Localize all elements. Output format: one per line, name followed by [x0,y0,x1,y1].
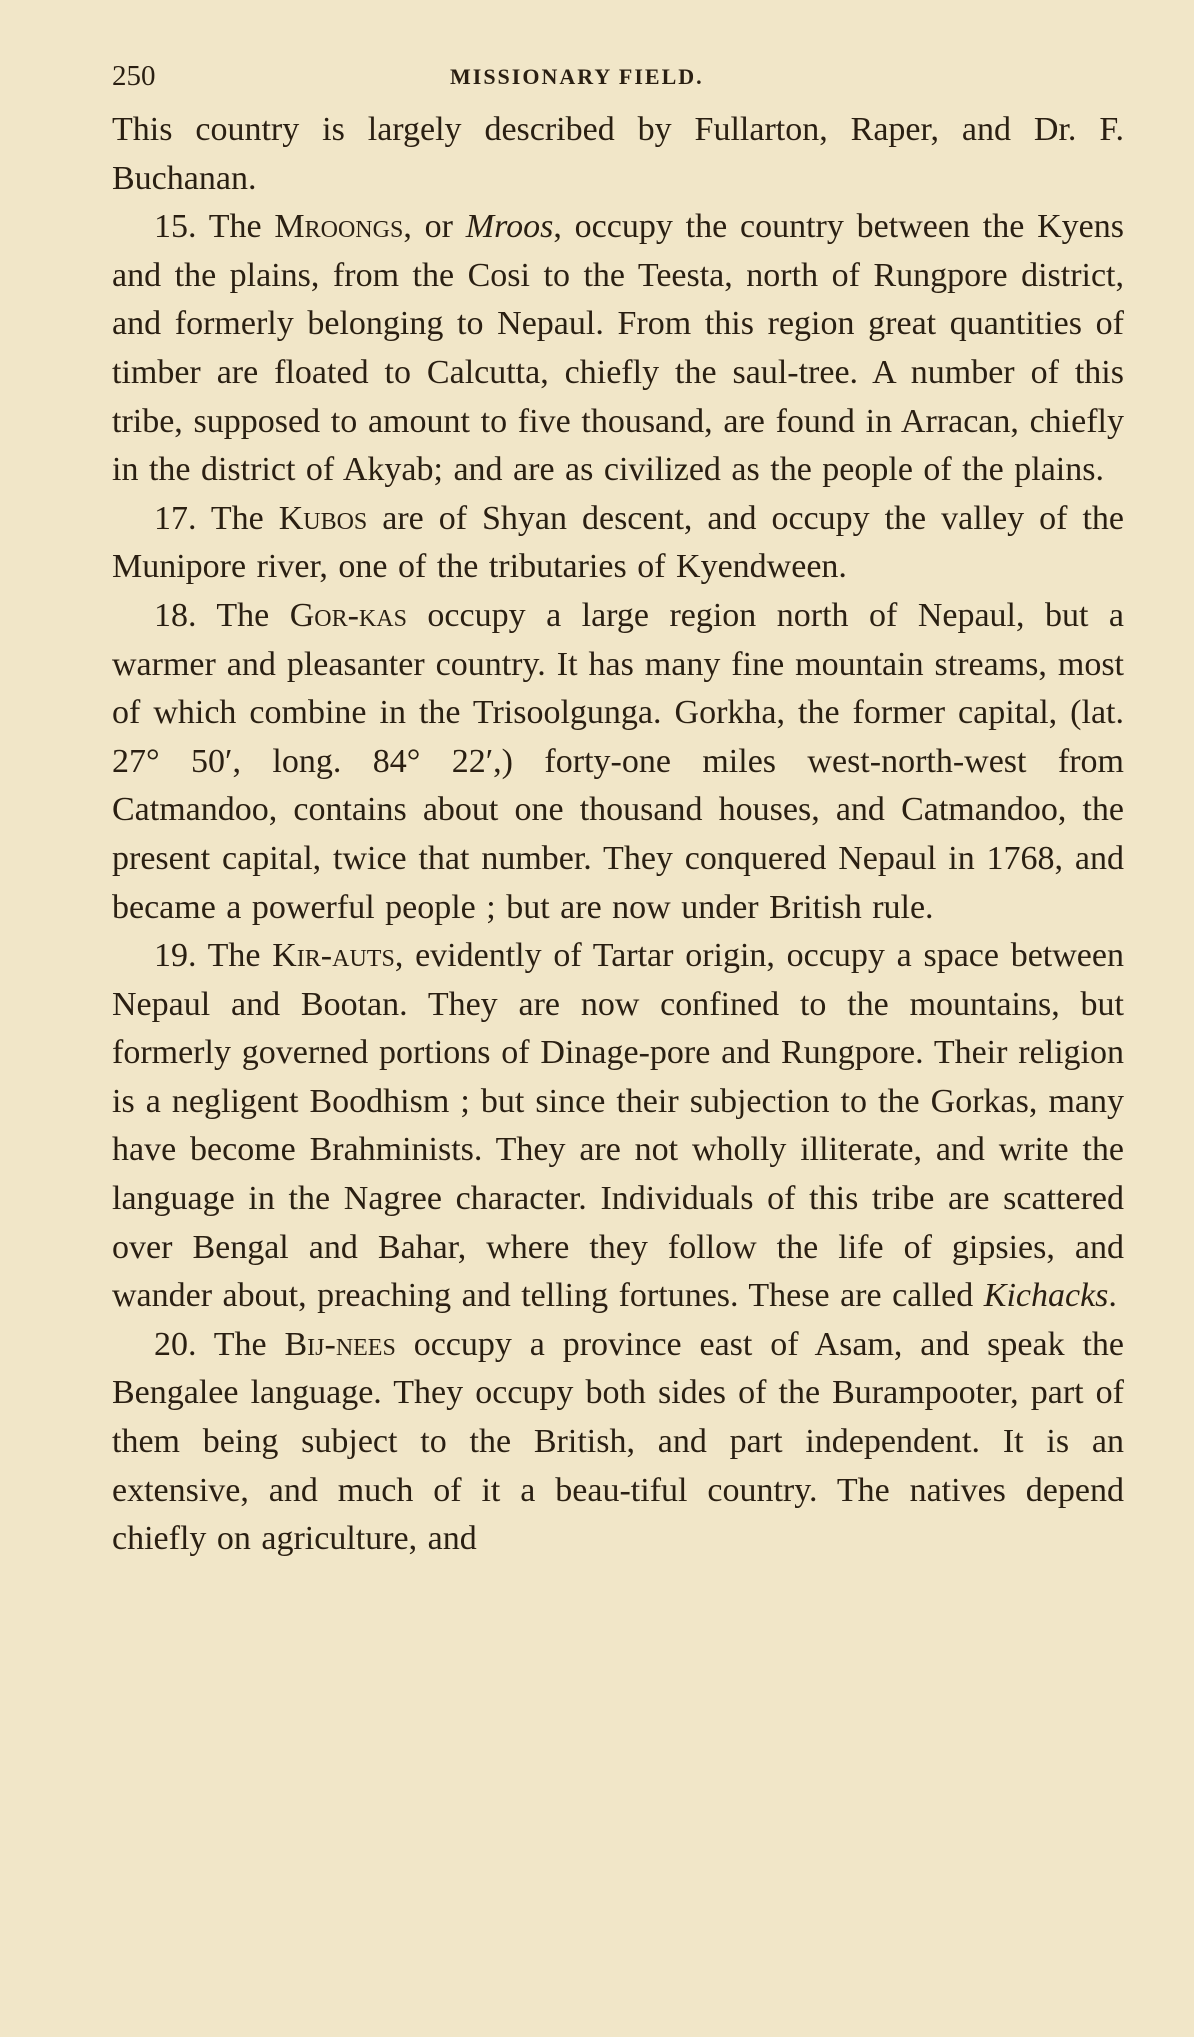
paragraph-text: 19. The [154,937,273,975]
paragraph-text: 18. The [154,596,290,634]
page-header [112,56,1124,106]
paragraph [112,495,1124,592]
book-page [112,56,1124,1564]
running-title: MISSIONARY FIELD. [450,64,704,89]
paragraph-text: 15. The [154,208,275,246]
paragraph [112,203,1124,495]
paragraph-text: , occupy the country between the Kyens and the plains, from the Cosi to the Teesta, north of Rungpore district, and formerly belonging to Nepaul. From this region great quantities of timber are floated to Calcutta, chiefly the saul-tree. A number of this tribe, supposed to amount to five thousand, are found in Arracan, chiefly in the district of Akyab; and are as civilized as the people of the plains. [112,208,1124,489]
tribe-name: Mroongs [274,208,404,246]
paragraph-text: , or [403,208,466,246]
paragraph-text: 17. The [154,499,279,537]
tribe-name: Gor-kas [289,596,407,634]
paragraph [112,592,1124,932]
tribe-name: Kubos [278,499,368,537]
italic-term: Mroos [465,208,554,246]
paragraph-text: are of Shyan descent, and occupy the valley of the Munipore river, one of the tributaries of Kyendween. [112,499,1124,586]
tribe-name: Kir-auts [272,937,395,975]
body-text [112,106,1124,1564]
paragraph [112,106,1124,203]
paragraph [112,1321,1124,1564]
italic-term: Kichacks [983,1277,1109,1315]
paragraph-text: , evidently of Tartar origin, occupy a space between Nepaul and Bootan. They are now confined to the mountains, but formerly governed portions of Dinage-pore and Rungpore. Their religion is a negligent Boodhism ; but since their subjection to the Gorkas, many have become Brahminists. They are not wholly illiterate, and write the language in the Nagree character. Individuals of this tribe are scattered over Bengal and Bahar, where they follow the life of gipsies, and wander about, preaching and telling fortunes. These are called [112,937,1124,1315]
paragraph [112,932,1124,1321]
paragraph-text: . [1108,1277,1117,1315]
paragraph-text: occupy a large region north of Nepaul, but a warmer and pleasanter country. It has many fine mountain streams, most of which combine in the Trisoolgunga. Gorkha, the former capital, (lat. 27° 50′, long. 84° 22′,) forty-one miles west-north-west from Catmandoo, contains about one thousand houses, and Catmandoo, the present capital, twice that number. They conquered Nepaul in 1768, and became a powerful people ; but are now under British rule. [112,596,1124,926]
paragraph-text: This country is largely described by Fullarton, Raper, and Dr. F. Buchanan. [112,111,1124,197]
paragraph-text: occupy a province east of Asam, and speak the Bengalee language. They occupy both sides of the Burampooter, part of them being subject to the British, and part independent. It is an extensive, and much of it a beau-tiful country. The natives depend chiefly on agriculture, and [112,1325,1124,1558]
paragraph-text: 20. The [154,1325,285,1363]
page-number: 250 [112,60,156,92]
tribe-name: Bij-nees [284,1325,396,1363]
